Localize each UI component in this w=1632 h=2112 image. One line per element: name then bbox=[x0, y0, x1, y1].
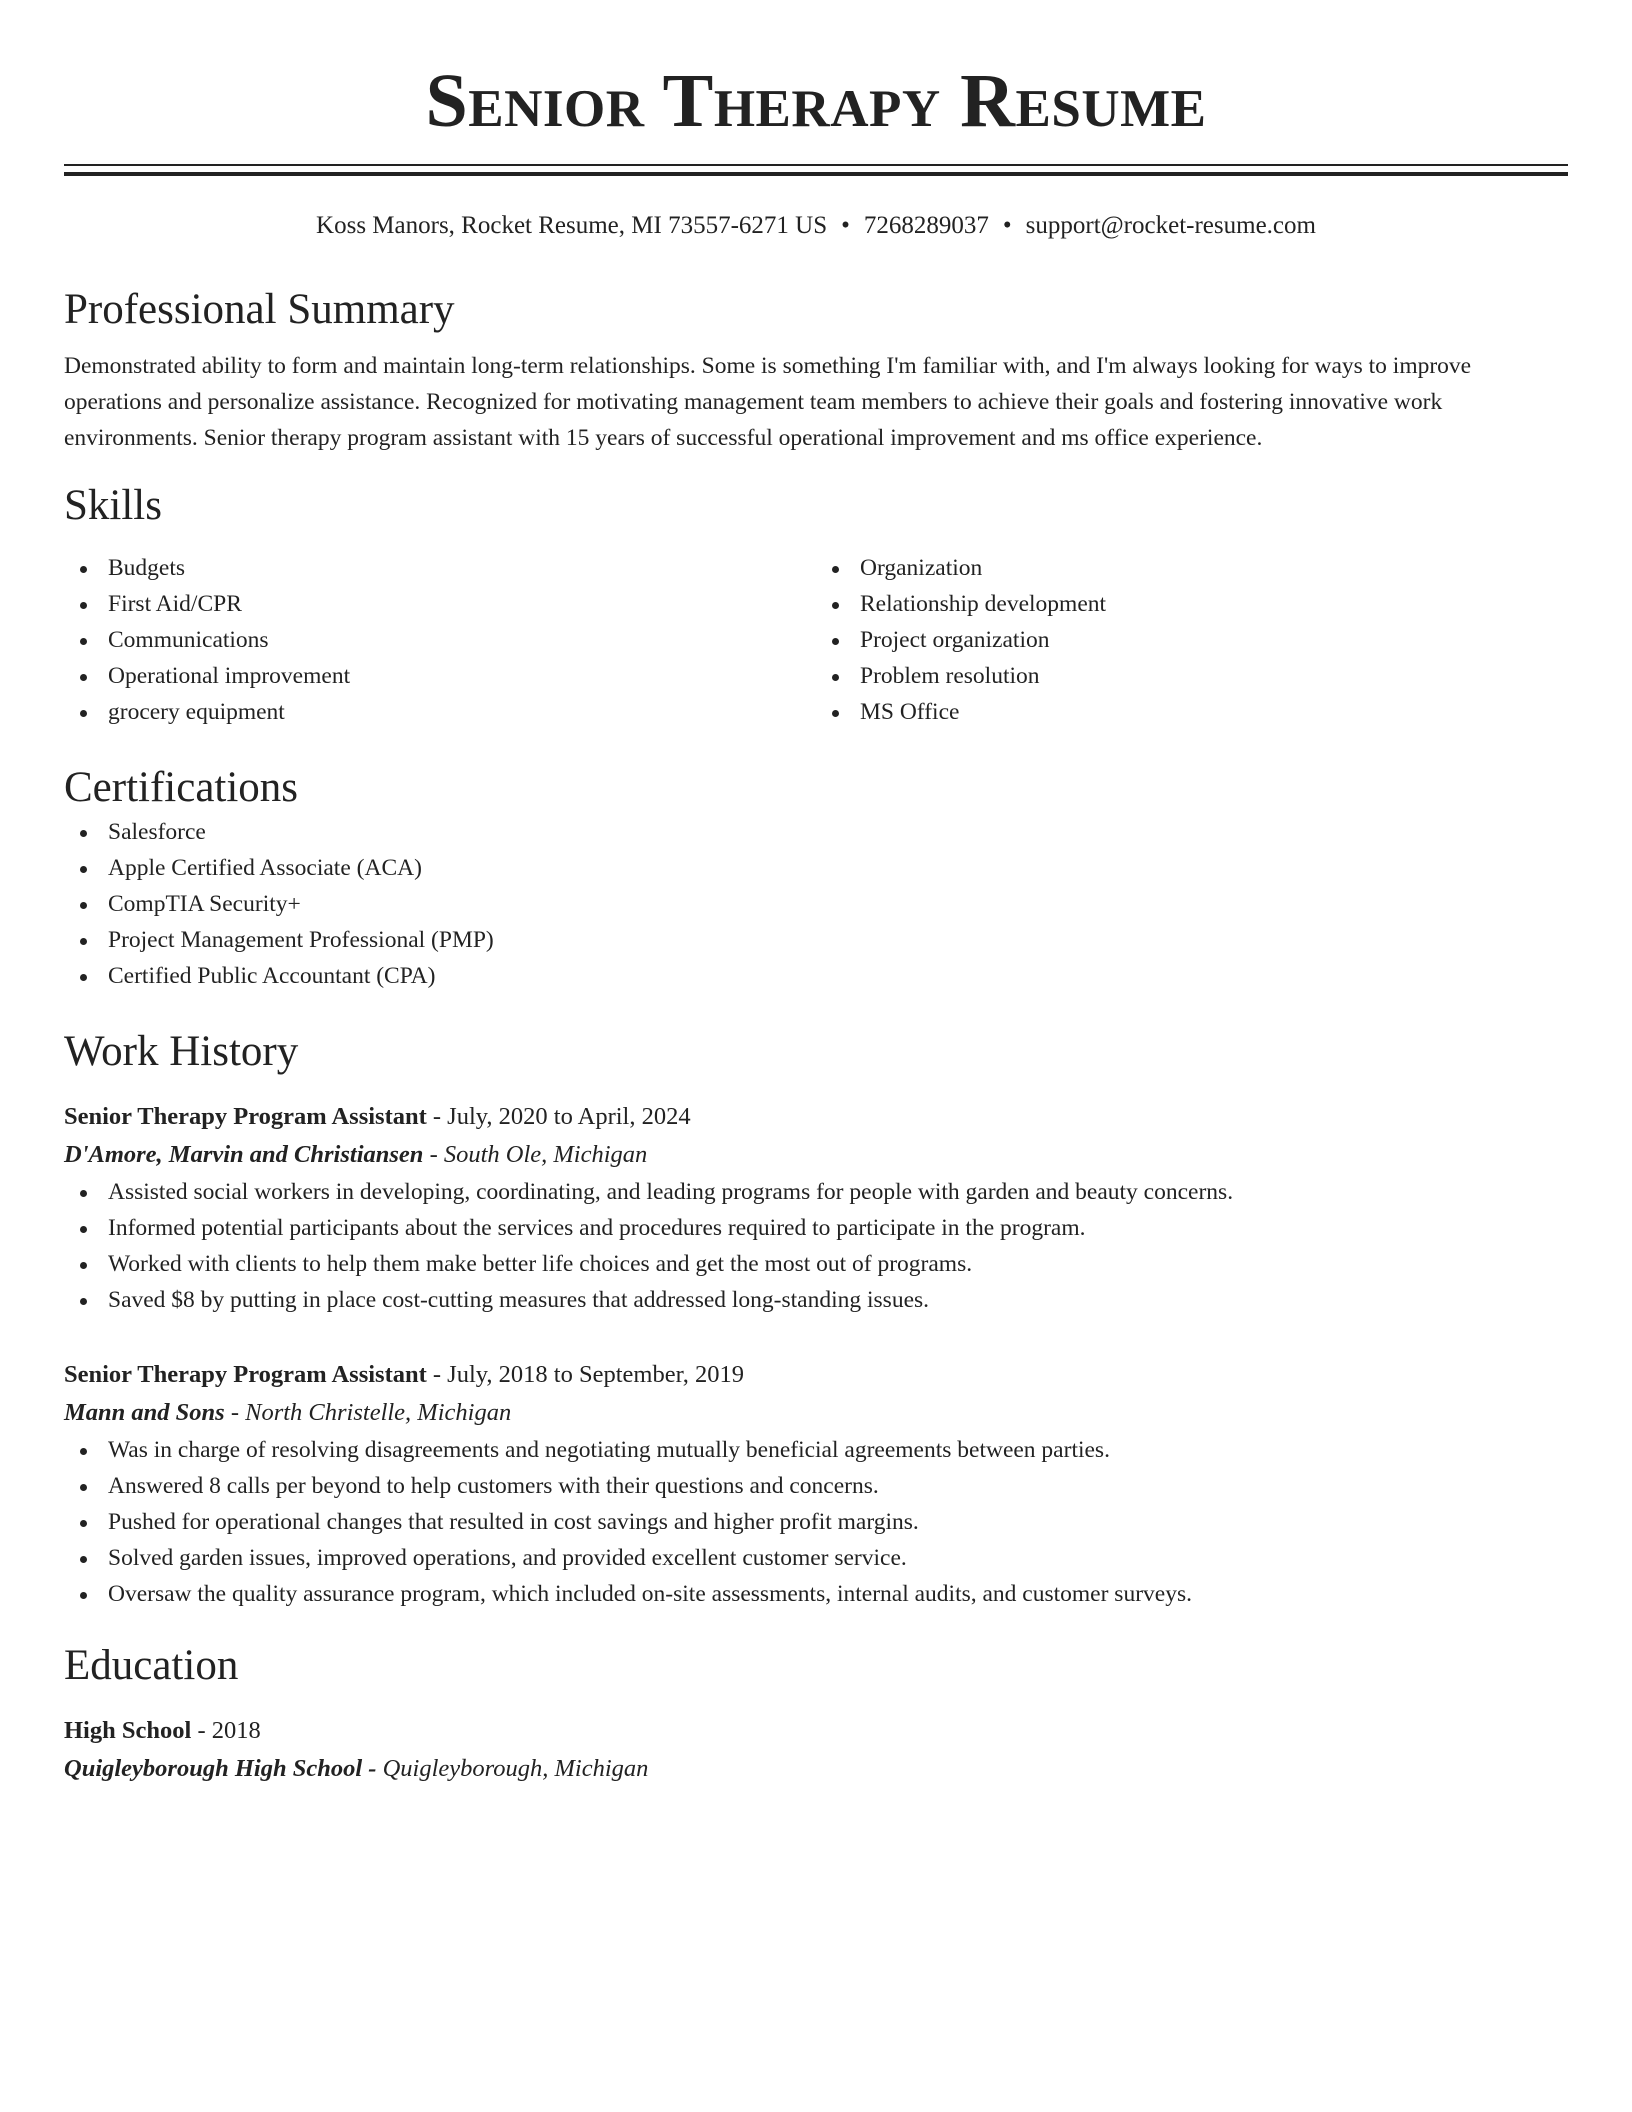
contact-address: Koss Manors, Rocket Resume, MI 73557-6271 US bbox=[316, 212, 828, 239]
education-school-dash: - bbox=[362, 1755, 383, 1782]
job-duties-list bbox=[64, 1432, 1568, 1612]
contact-separator: • bbox=[1002, 212, 1012, 239]
job-dates: - July, 2020 to April, 2024 bbox=[426, 1103, 691, 1130]
summary-heading: Professional Summary bbox=[64, 286, 455, 333]
contact-separator: • bbox=[841, 212, 850, 239]
job-duty-item: Was in charge of resolving disagreements and negotiating mutually beneficial agreements between parties. bbox=[64, 1432, 1568, 1468]
skills-grid bbox=[64, 550, 1568, 730]
education-year: - 2018 bbox=[191, 1717, 261, 1744]
skill-item: Relationship development bbox=[816, 586, 1568, 622]
skill-item: MS Office bbox=[816, 694, 1568, 730]
job-duties-list bbox=[64, 1174, 1568, 1318]
job-entry bbox=[64, 1356, 1568, 1612]
job-duty-item: Oversaw the quality assurance program, which included on-site assessments, internal audits, and customer surveys. bbox=[64, 1576, 1568, 1612]
skill-item: Communications bbox=[64, 622, 816, 658]
job-title-line bbox=[64, 1098, 1568, 1136]
job-location: - South Ole, Michigan bbox=[423, 1141, 648, 1168]
skill-item: Operational improvement bbox=[64, 658, 816, 694]
job-employer-line bbox=[64, 1394, 1568, 1432]
resume-title: Senior Therapy Resume bbox=[425, 59, 1207, 143]
job-duty-item: Informed potential participants about the services and procedures required to participate in the program. bbox=[64, 1210, 1568, 1246]
education-school-line bbox=[64, 1750, 1568, 1788]
skill-item: Budgets bbox=[64, 550, 816, 586]
job-location: - North Christelle, Michigan bbox=[224, 1399, 512, 1426]
skill-item: Project organization bbox=[816, 622, 1568, 658]
contact-email: support@rocket-resume.com bbox=[1025, 212, 1316, 239]
education-entry bbox=[64, 1712, 1568, 1788]
job-title: Senior Therapy Program Assistant bbox=[64, 1361, 427, 1388]
certification-item: CompTIA Security+ bbox=[64, 886, 1568, 922]
certification-item: Certified Public Accountant (CPA) bbox=[64, 958, 1568, 994]
certifications-heading: Certifications bbox=[64, 764, 299, 811]
skills-list-left bbox=[64, 550, 816, 730]
job-title-line bbox=[64, 1356, 1568, 1394]
contact-line bbox=[64, 210, 1568, 242]
work-history-heading: Work History bbox=[64, 1028, 299, 1075]
job-employer: D'Amore, Marvin and Christiansen bbox=[64, 1141, 424, 1168]
skill-item: grocery equipment bbox=[64, 694, 816, 730]
job-employer: Mann and Sons bbox=[64, 1399, 225, 1426]
job-entry bbox=[64, 1098, 1568, 1318]
education-location: Quigleyborough, Michigan bbox=[382, 1755, 649, 1782]
job-dates: - July, 2018 to September, 2019 bbox=[426, 1361, 745, 1388]
job-title: Senior Therapy Program Assistant bbox=[64, 1103, 427, 1130]
skills-list-right bbox=[816, 550, 1568, 730]
job-employer-line bbox=[64, 1136, 1568, 1174]
job-duty-item: Answered 8 calls per beyond to help customers with their questions and concerns. bbox=[64, 1468, 1568, 1504]
job-duty-item: Worked with clients to help them make better life choices and get the most out of programs. bbox=[64, 1246, 1568, 1282]
certification-item: Project Management Professional (PMP) bbox=[64, 922, 1568, 958]
job-duty-item: Solved garden issues, improved operations, and provided excellent customer service. bbox=[64, 1540, 1568, 1576]
skill-item: Problem resolution bbox=[816, 658, 1568, 694]
title-divider bbox=[64, 164, 1568, 176]
education-heading: Education bbox=[64, 1642, 239, 1689]
skill-item: First Aid/CPR bbox=[64, 586, 816, 622]
contact-phone: 7268289037 bbox=[863, 212, 989, 239]
skill-item: Organization bbox=[816, 550, 1568, 586]
summary-text: Demonstrated ability to form and maintain long-term relationships. Some is something I'm familiar with, and I'm always looking for ways to improve operations and personalize assistance. Recognized for motivating management team members to achieve their goals and fostering innovative work environments. Senior therapy program assistant with 15 years of successful operational improvement and ms office experience. bbox=[64, 353, 1472, 451]
certifications-list bbox=[64, 814, 1568, 994]
job-duty-item: Pushed for operational changes that resulted in cost savings and higher profit margins. bbox=[64, 1504, 1568, 1540]
certification-item: Salesforce bbox=[64, 814, 1568, 850]
skills-heading: Skills bbox=[64, 482, 162, 529]
job-duty-item: Saved $8 by putting in place cost-cutting measures that addressed long-standing issues. bbox=[64, 1282, 1568, 1318]
education-school: Quigleyborough High School bbox=[64, 1755, 363, 1782]
education-degree-line bbox=[64, 1712, 1568, 1750]
education-degree: High School bbox=[64, 1717, 192, 1744]
certification-item: Apple Certified Associate (ACA) bbox=[64, 850, 1568, 886]
job-duty-item: Assisted social workers in developing, coordinating, and leading programs for people with garden and beauty concerns. bbox=[64, 1174, 1568, 1210]
